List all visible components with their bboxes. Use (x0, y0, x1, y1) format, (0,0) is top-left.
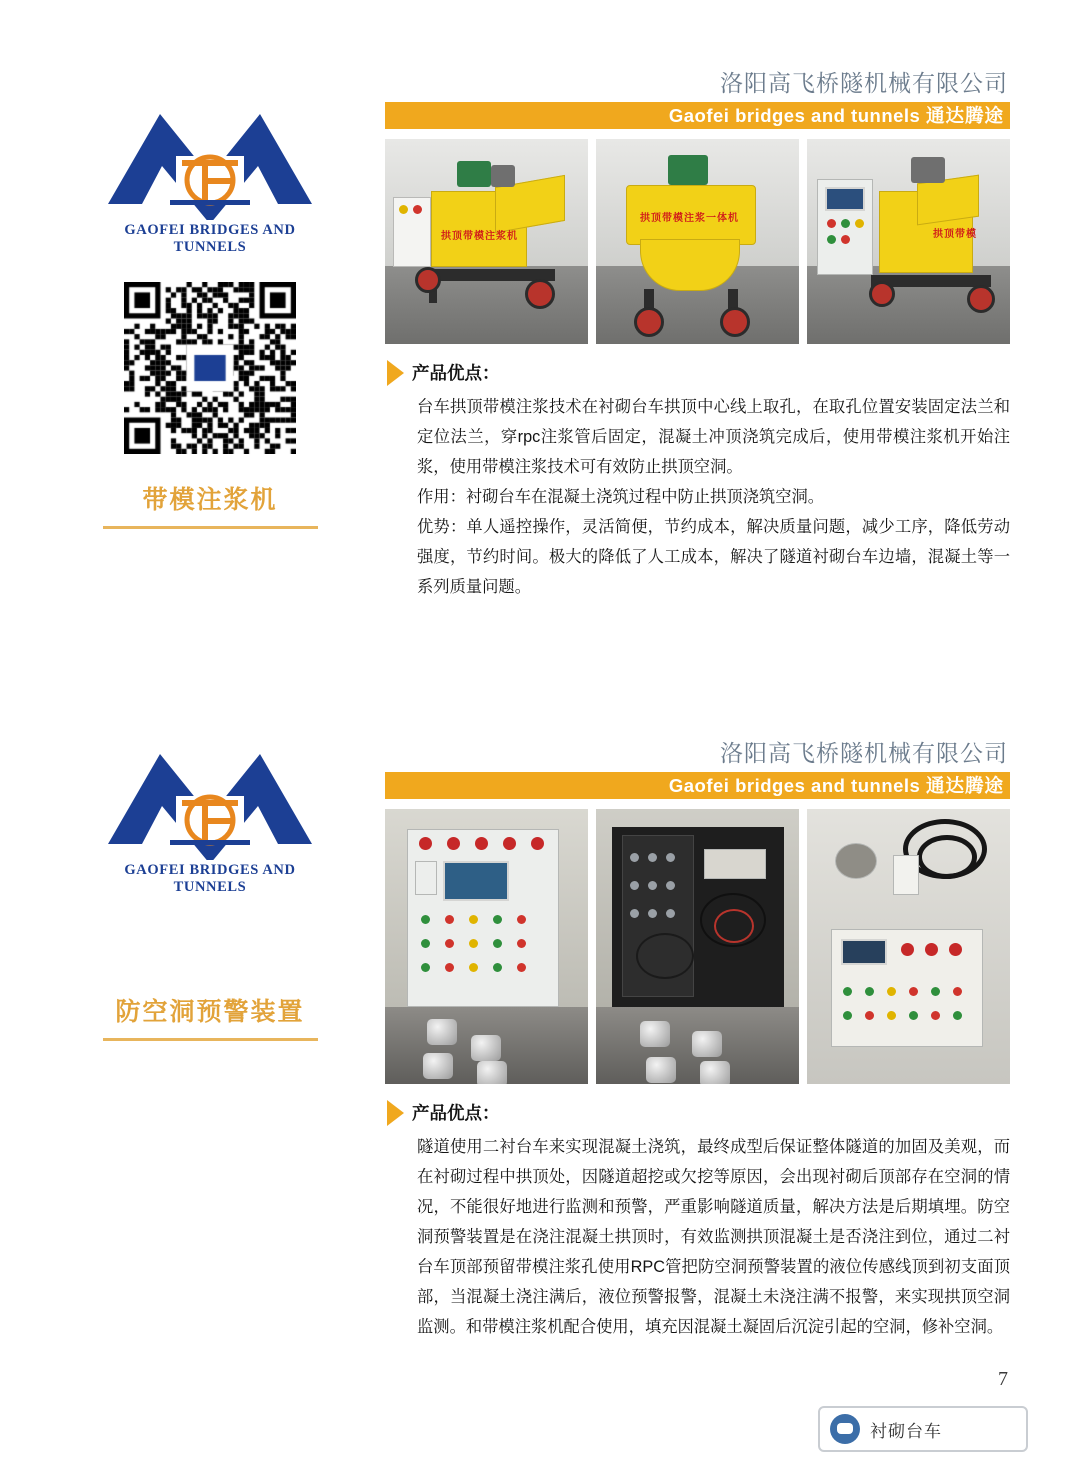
section-2-left-column (60, 740, 360, 1041)
advantages-heading-row (385, 1100, 1010, 1126)
company-name-cn: 洛阳高飞桥隧机械有限公司 (720, 70, 1008, 96)
product-photo (385, 809, 588, 1084)
product-photo (385, 139, 588, 344)
product-title: 防空洞预警装置 (115, 998, 305, 1026)
triangle-bullet-icon (387, 1100, 404, 1126)
section-1-left-column (60, 100, 360, 529)
section-1-right-column (385, 70, 1010, 603)
product-photo (596, 139, 799, 344)
product-photo-row-2 (385, 809, 1010, 1084)
paragraph: 台车拱顶带模注浆技术在衬砌台车拱顶中心线上取孔，在取孔位置安装固定法兰和定位法兰，穿rpc注浆管后固定，混凝土冲顶浇筑完成后，使用带模注浆机开始注浆，使用带模注浆技术可有效防止拱顶空洞。 (417, 397, 1010, 476)
brand-line (669, 772, 1010, 798)
product-title: 带模注浆机 (142, 486, 278, 514)
section-2-right-column (385, 740, 1010, 1343)
product-photo (807, 809, 1010, 1084)
advantages-heading: 产品优点： (412, 363, 500, 384)
advantages-heading: 产品优点： (412, 1103, 500, 1124)
wechat-account-name: 衬砌台车 (870, 1421, 942, 1441)
paragraph: 隧道使用二衬台车来实现混凝土浇筑，最终成型后保证整体隧道的加固及美观，而在衬砌过程中拱顶处，因隧道超挖或欠挖等原因，会出现衬砌后顶部存在空洞的情况，不能很好地进行监测和预警，严重影响隧道质量，解决方法是后期填埋。防空洞预警装置是在浇注混凝土拱顶时，有效监测拱顶混凝土是否浇注到位，通过二衬台车顶部预留带模注浆孔使用RPC管把防空洞预警装置的液位传感线顶到初支面顶部，当混凝土浇注满后，液位预警报警，混凝土未浇注满不报警，来实现拱顶空洞监测。和带模注浆机配合使用，填充因混凝土凝固后沉淀引起的空洞，修补空洞。 (417, 1137, 1010, 1337)
wechat-icon (830, 1414, 860, 1444)
company-logo (90, 100, 330, 256)
product-photo (807, 139, 1010, 344)
wechat-account-badge (818, 1406, 1028, 1452)
title-underline (103, 1038, 318, 1041)
advantages-block (385, 1100, 1010, 1343)
product-photo (596, 809, 799, 1084)
company-slogan: 通达腾途 (925, 105, 1004, 127)
brand-line (669, 102, 1010, 128)
triangle-bullet-icon (387, 360, 404, 386)
brand-bar (385, 772, 1010, 799)
advantages-body (385, 392, 1010, 603)
product-section-grouting-machine (0, 70, 1080, 710)
advantages-block (385, 360, 1010, 603)
logo-caption: GAOFEI BRIDGES AND TUNNELS (124, 222, 296, 255)
page-number: 7 (998, 1368, 1008, 1390)
paragraph: 优势：单人遥控操作，灵活简便，节约成本，解决质量问题，减少工序，降低劳动强度，节约时间。极大的降低了人工成本，解决了隧道衬砌台车边墙，混凝土等一系列质量问题。 (417, 518, 1010, 597)
advantages-body (385, 1132, 1010, 1343)
logo-caption: GAOFEI BRIDGES AND TUNNELS (124, 862, 296, 895)
product-photo-row-1 (385, 139, 1010, 344)
logo-mark-icon (90, 740, 330, 860)
photo-label: 拱顶带模注浆机 (441, 230, 518, 242)
paragraph: 作用：衬砌台车在混凝土浇筑过程中防止拱顶浇筑空洞。 (417, 488, 825, 507)
product-section-warning-device (0, 730, 1080, 1370)
photo-label: 拱顶带模 (933, 228, 977, 240)
company-logo (90, 740, 330, 896)
brand-bar (385, 102, 1010, 129)
company-name-en: Gaofei bridges and tunnels (668, 775, 921, 797)
title-underline (103, 526, 318, 529)
photo-label: 拱顶带模注浆一体机 (640, 212, 739, 224)
logo-mark-icon (90, 100, 330, 220)
company-name-en: Gaofei bridges and tunnels (668, 105, 921, 127)
advantages-heading-row (385, 360, 1010, 386)
qr-code (124, 282, 296, 454)
company-slogan: 通达腾途 (925, 775, 1004, 797)
company-name-cn: 洛阳高飞桥隧机械有限公司 (720, 740, 1008, 766)
